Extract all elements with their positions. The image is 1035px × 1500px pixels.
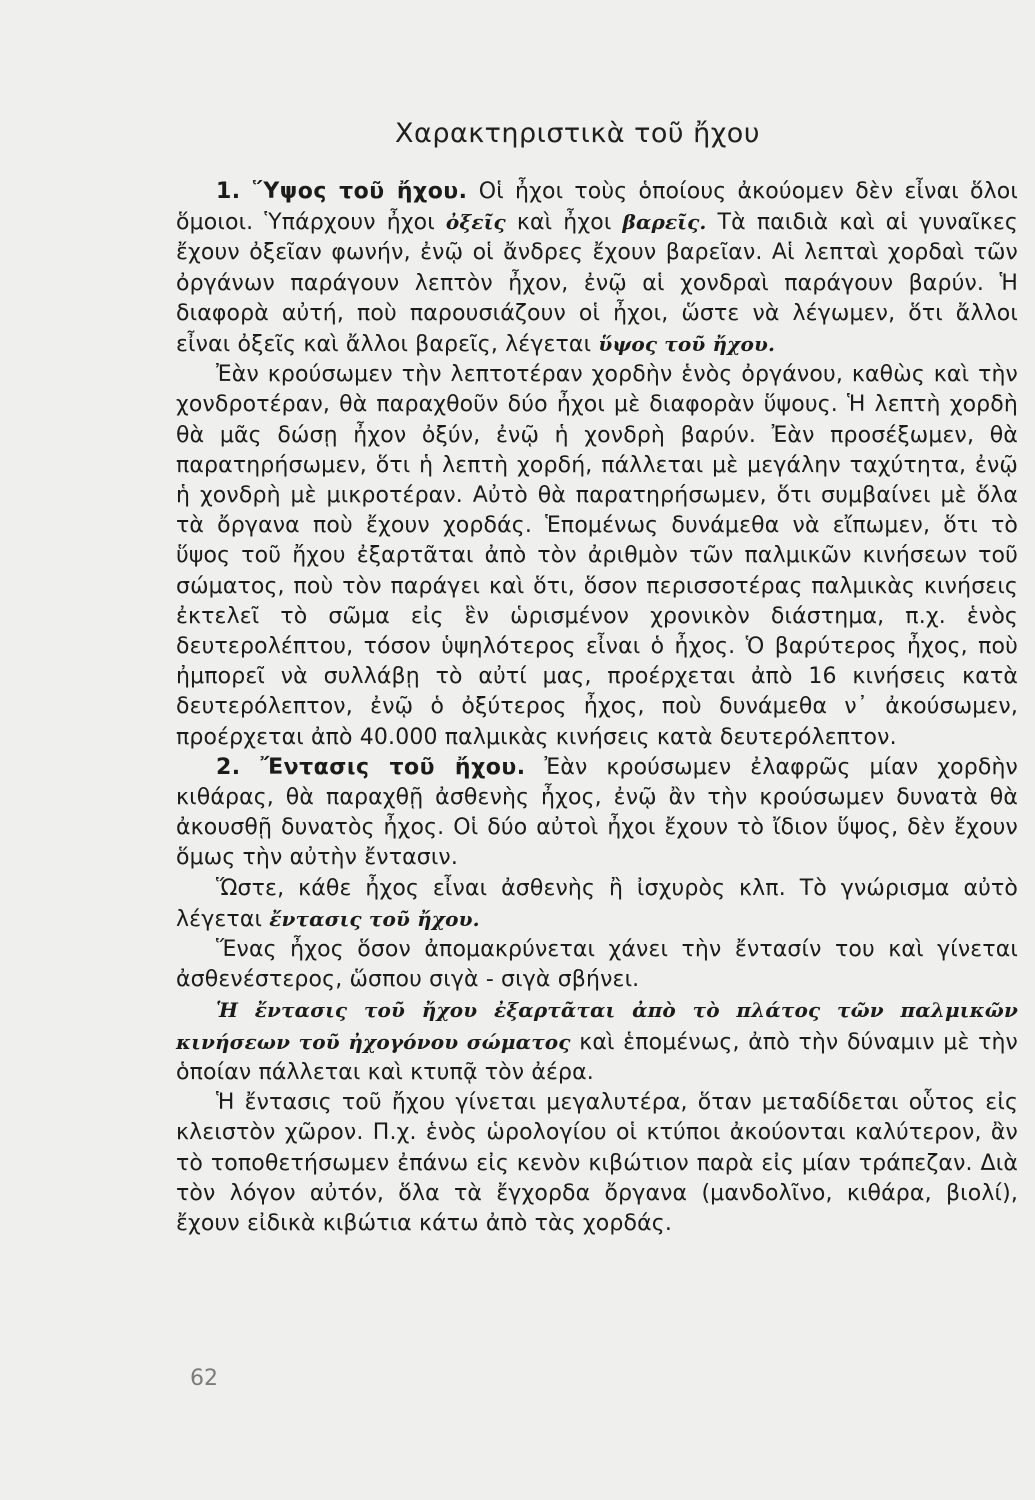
text-run: καὶ ἦχοι bbox=[505, 210, 623, 236]
emphasis-term: βαρεῖς. bbox=[622, 210, 707, 235]
text-run: καὶ ἑπομένως, ἀπὸ τὴν δύναμιν μὲ τὴν ὁποίαν πάλλεται καὶ κτυπᾷ τὸν ἀέρα. bbox=[176, 1029, 1018, 1085]
emphasis-term: Ἡ ἔντασις τοῦ ἤχου ἐξαρτᾶται ἀπὸ τὸ πλάτος τῶν παλμικῶν κινήσεων τοῦ ἠχογόνου σώματος bbox=[176, 998, 1018, 1054]
paragraph-pitch-explanation: Ἐὰν κρούσωμεν τὴν λεπτοτέραν χορδὴν ἑνὸς ὀργάνου, καθὼς καὶ τὴν χονδροτέραν, θὰ παραχθοῦν δύο ἦχοι μὲ διαφορὰν ὕψους. Ἡ λεπτὴ χορδὴ θὰ μᾶς δώσῃ ἦχον ὀξύν, ἐνῷ ἡ χονδρὴ βαρύν. Ἐὰν προσέξωμεν, θὰ παρατηρήσωμεν, ὅτι ἡ λεπτὴ χορδή, πάλλεται μὲ μεγάλην ταχύτητα, ἐνῷ ἡ χονδρὴ μὲ μικροτέραν. Αὐτὸ θὰ παρατηρήσωμεν, ὅτι συμβαίνει μὲ ὅλα τὰ ὄργανα ποὺ ἔχουν χορδάς. Ἑπομένως δυνάμεθα νὰ εἴπωμεν, ὅτι τὸ ὕψος τοῦ ἤχου ἐξαρτᾶται ἀπὸ τὸν ἀριθμὸν τῶν παλμικῶν κινήσεων τοῦ σώματος, ποὺ τὸν παράγει καὶ ὅτι, ὅσον περισσοτέρας παλμικὰς κινήσεις ἐκτελεῖ τὸ σῶμα εἰς ἓν ὡρισμένον χρονικὸν διάστημα, π.χ. ἑνὸς δευτερολέπτου, τόσον ὑψηλότερος εἶναι ὁ ἦχος. Ὁ βαρύτερος ἦχος, ποὺ ἠμπορεῖ νὰ συλλάβῃ τὸ αὐτί μας, προέρχεται ἀπὸ 16 κινήσεις κατὰ δευτερόλεπτον, ἐνῷ ὁ ὀξύτερος ἦχος, ποὺ δυνάμεθα ν᾽ ἀκούσωμεν, προέρχεται ἀπὸ 40.000 παλμικὰς κινήσεις κατὰ δευτερόλεπτον. bbox=[176, 362, 1018, 750]
body-text bbox=[176, 177, 1018, 1239]
emphasis-term: ὕψος τοῦ ἤχου. bbox=[598, 332, 776, 357]
text-run: Ὥστε, κάθε ἦχος εἶναι ἀσθενὴς ἢ ἰσχυρὸς κλπ. Τὸ γνώρισμα αὐτὸ λέγεται bbox=[176, 875, 1018, 932]
paragraph-intensity-amplitude bbox=[176, 995, 1018, 1088]
page-number: 62 bbox=[190, 1366, 218, 1391]
paragraph-intensity-distance: Ἕνας ἦχος ὅσον ἀπομακρύνεται χάνει τὴν ἔντασίν του καὶ γίνεται ἀσθενέστερος, ὥσπου σιγὰ - σιγὰ σβήνει. bbox=[176, 937, 1018, 993]
page-title: Χαρακτηριστικὰ τοῦ ἤχου bbox=[395, 118, 760, 149]
text-run: Τὰ παιδιὰ καὶ αἱ γυναῖκες ἔχουν ὀξεῖαν φωνήν, ἐνῷ οἱ ἄνδρες ἔχουν βαρεῖαν. Αἱ λεπταὶ χορδαὶ τῶν ὀργάνων παράγουν λεπτὸν ἦχον, ἐνῷ αἱ χονδραὶ παράγουν βαρύν. Ἡ διαφορὰ αὐτή, ποὺ παρουσιάζουν οἱ ἦχοι, ὥστε νὰ λέγωμεν, ὅτι ἄλλοι εἶναι ὀξεῖς καὶ ἄλλοι βαρεῖς, λέγεται bbox=[176, 210, 1018, 358]
paragraph-intensity-enclosed: Ἡ ἔντασις τοῦ ἤχου γίνεται μεγαλυτέρα, ὅταν μεταδίδεται οὗτος εἰς κλειστὸν χῶρον. Π.χ. ἑνὸς ὡρολογίου οἱ κτύποι ἀκούονται καλύτερον, ἂν τὸ τοποθετήσωμεν ἐπάνω εἰς κενὸν κιβώτιον παρὰ εἰς μίαν τράπεζαν. Διὰ τὸν λόγον αὐτόν, ὅλα τὰ ἔγχορδα ὄργανα (μανδολῖνο, κιθάρα, βιολί), ἔχουν εἰδικὰ κιβώτια κάτω ἀπὸ τὰς χορδάς. bbox=[176, 1090, 1018, 1236]
text-run: Ἐὰν κρούσωμεν ἐλαφρῶς μίαν χορδὴν κιθάρας, θὰ παραχθῇ ἀσθενὴς ἦχος, ἐνῷ ἂν τὴν κρούσωμεν δυνατὰ θὰ ἀκουσθῇ δυνατὸς ἦχος. Οἱ δύο αὐτοὶ ἦχοι ἔχουν τὸ ἴδιον ὕψος, δὲν ἔχουν ὅμως τὴν αὐτὴν ἔντασιν. bbox=[176, 754, 1018, 871]
emphasis-term: ὀξεῖς bbox=[445, 210, 506, 235]
paragraph-intensity-definition bbox=[176, 874, 1018, 935]
section-heading-pitch: 1. Ὕψος τοῦ ἤχου. bbox=[216, 179, 468, 204]
paragraph-intensity-intro bbox=[176, 753, 1018, 874]
section-heading-intensity: 2. Ἔντασις τοῦ ἤχου. bbox=[216, 754, 526, 780]
emphasis-term: ἔντασις τοῦ ἤχου. bbox=[269, 906, 480, 931]
paragraph-pitch-intro bbox=[176, 177, 1018, 360]
text-run: Οἱ ἦχοι τοὺς ὁποίους ἀκούομεν δὲν εἶναι ὅλοι ὅμοιοι. Ὑπάρχουν ἦχοι bbox=[176, 179, 1019, 236]
